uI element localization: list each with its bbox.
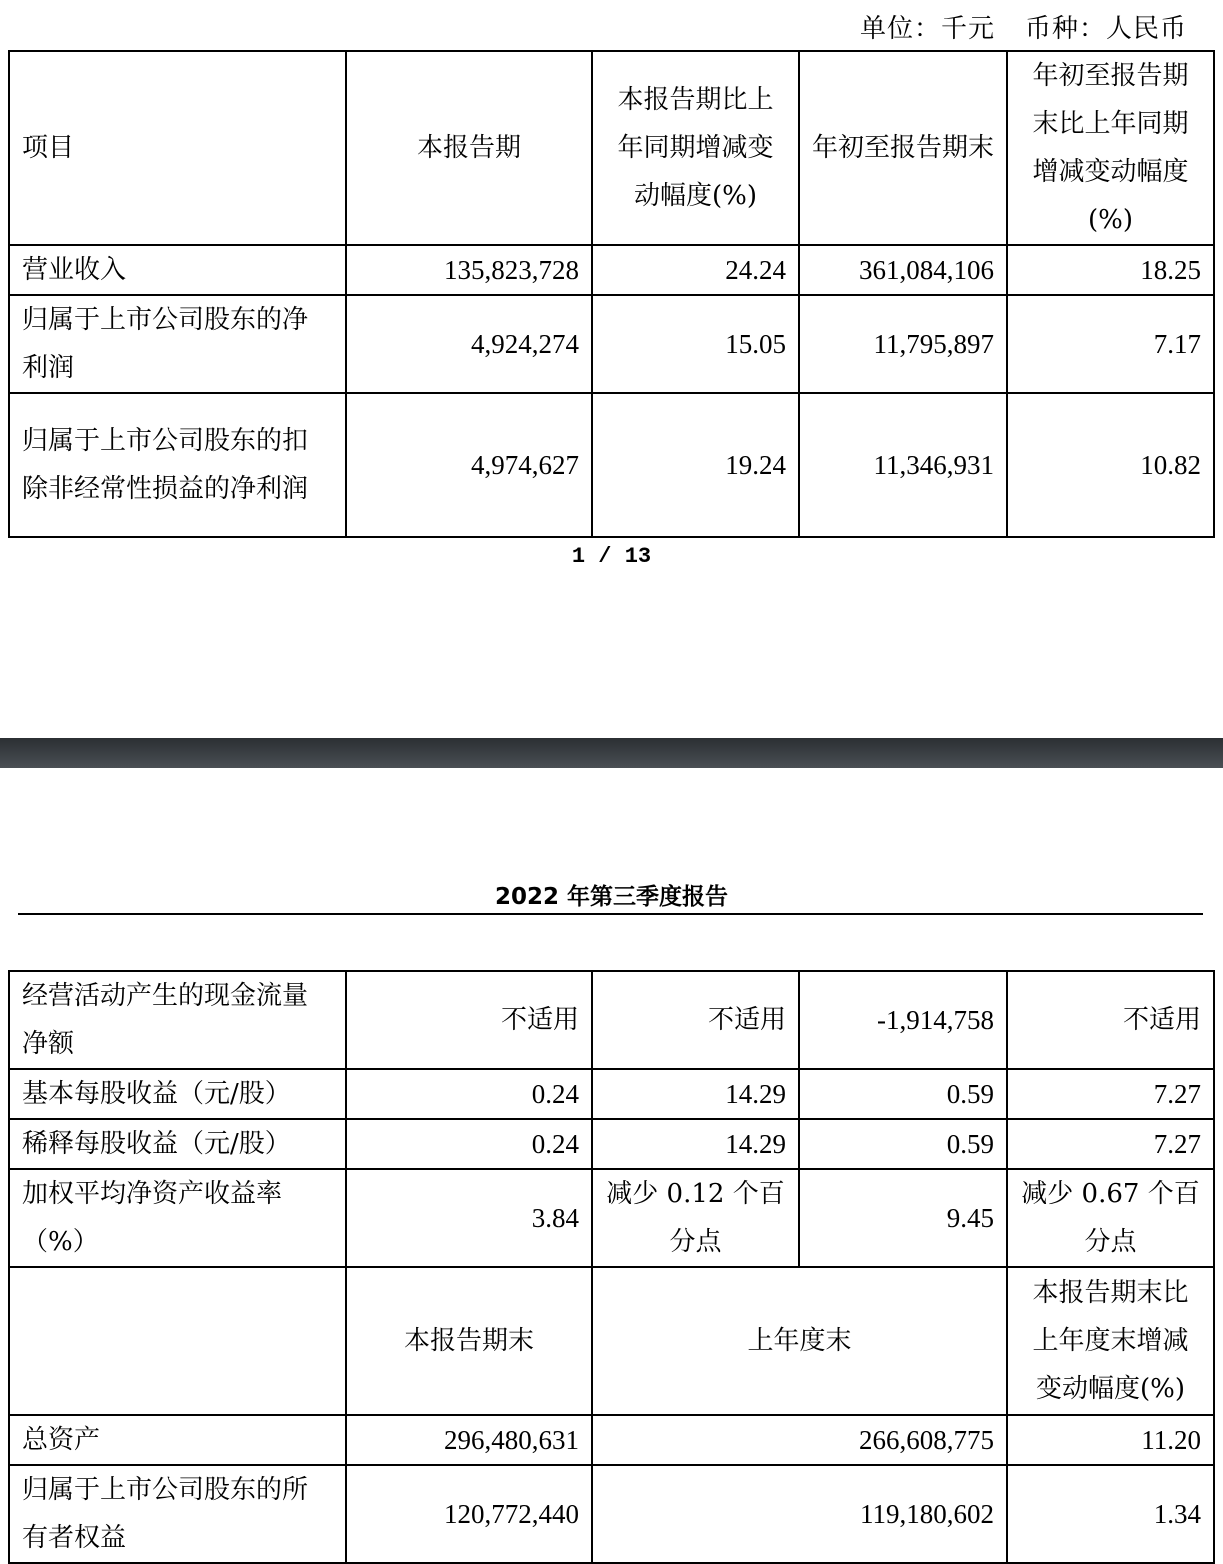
unit-currency-note <box>860 8 1187 45</box>
cell-period-end: 120,772,440 <box>346 1465 592 1563</box>
cell-current-change: 不适用 <box>592 971 799 1069</box>
header-prior-year-end: 上年度末 <box>592 1267 1007 1415</box>
header-empty <box>9 1267 346 1415</box>
cell-ytd: 361,084,106 <box>799 245 1007 295</box>
cell-current: 0.24 <box>346 1069 592 1119</box>
cell-current: 0.24 <box>346 1119 592 1169</box>
header-current-period: 本报告期 <box>346 51 592 245</box>
table-row <box>9 971 1214 1069</box>
cell-ytd: -1,914,758 <box>799 971 1007 1069</box>
cell-current: 4,924,274 <box>346 295 592 393</box>
row-label: 经营活动产生的现金流量净额 <box>9 971 346 1069</box>
title-rule <box>18 913 1203 915</box>
table-header-row <box>9 51 1214 245</box>
header-item: 项目 <box>9 51 346 245</box>
table-row <box>9 1119 1214 1169</box>
table-row <box>9 295 1214 393</box>
row-label: 归属于上市公司股东的所有者权益 <box>9 1465 346 1563</box>
currency-label: 币种：人民币 <box>1024 14 1187 44</box>
page-number: 1 / 13 <box>571 544 652 569</box>
header-current-change: 本报告期比上年同期增减变动幅度(%) <box>592 51 799 245</box>
header-ytd: 年初至报告期末 <box>799 51 1007 245</box>
header-balance-change: 本报告期末比上年度末增减变动幅度(%) <box>1007 1267 1214 1415</box>
table-row <box>9 245 1214 295</box>
report-title: 2022 年第三季度报告 <box>494 884 729 910</box>
cell-current: 135,823,728 <box>346 245 592 295</box>
row-label: 归属于上市公司股东的扣除非经常性损益的净利润 <box>9 393 346 537</box>
unit-label: 单位：千元 <box>859 14 995 44</box>
cell-current: 不适用 <box>346 971 592 1069</box>
cell-current-change: 24.24 <box>592 245 799 295</box>
cell-prior-year-end: 119,180,602 <box>592 1465 1007 1563</box>
cell-ytd-change: 不适用 <box>1007 971 1214 1069</box>
cell-ytd-change: 减少 0.67 个百分点 <box>1007 1169 1214 1267</box>
cell-ytd-change: 7.27 <box>1007 1119 1214 1169</box>
table-row <box>9 393 1214 537</box>
cell-ytd: 9.45 <box>799 1169 1007 1267</box>
row-label: 稀释每股收益（元/股） <box>9 1119 346 1169</box>
cell-ytd: 11,795,897 <box>799 295 1007 393</box>
cell-current-change: 减少 0.12 个百分点 <box>592 1169 799 1267</box>
cell-ytd-change: 10.82 <box>1007 393 1214 537</box>
table-row <box>9 1415 1214 1465</box>
cell-ytd-change: 18.25 <box>1007 245 1214 295</box>
cell-period-end: 296,480,631 <box>346 1415 592 1465</box>
cell-current-change: 14.29 <box>592 1069 799 1119</box>
row-label: 基本每股收益（元/股） <box>9 1069 346 1119</box>
financial-summary-table-page1 <box>8 50 1215 538</box>
cell-ytd-change: 7.27 <box>1007 1069 1214 1119</box>
balance-header-row <box>9 1267 1214 1415</box>
header-ytd-change: 年初至报告期末比上年同期增减变动幅度(%) <box>1007 51 1214 245</box>
row-label: 营业收入 <box>9 245 346 295</box>
row-label: 加权平均净资产收益率（%） <box>9 1169 346 1267</box>
page-separator <box>0 738 1223 768</box>
cell-current-change: 14.29 <box>592 1119 799 1169</box>
cell-current-change: 19.24 <box>592 393 799 537</box>
cell-current: 4,974,627 <box>346 393 592 537</box>
table-row <box>9 1169 1214 1267</box>
row-label: 归属于上市公司股东的净利润 <box>9 295 346 393</box>
cell-balance-change: 1.34 <box>1007 1465 1214 1563</box>
cell-current-change: 15.05 <box>592 295 799 393</box>
cell-current: 3.84 <box>346 1169 592 1267</box>
cell-ytd: 0.59 <box>799 1069 1007 1119</box>
table-row <box>9 1465 1214 1563</box>
table-row <box>9 1069 1214 1119</box>
financial-summary-table-page2 <box>8 970 1215 1564</box>
cell-ytd-change: 7.17 <box>1007 295 1214 393</box>
cell-ytd: 0.59 <box>799 1119 1007 1169</box>
cell-balance-change: 11.20 <box>1007 1415 1214 1465</box>
header-period-end: 本报告期末 <box>346 1267 592 1415</box>
cell-ytd: 11,346,931 <box>799 393 1007 537</box>
row-label: 总资产 <box>9 1415 346 1465</box>
cell-prior-year-end: 266,608,775 <box>592 1415 1007 1465</box>
